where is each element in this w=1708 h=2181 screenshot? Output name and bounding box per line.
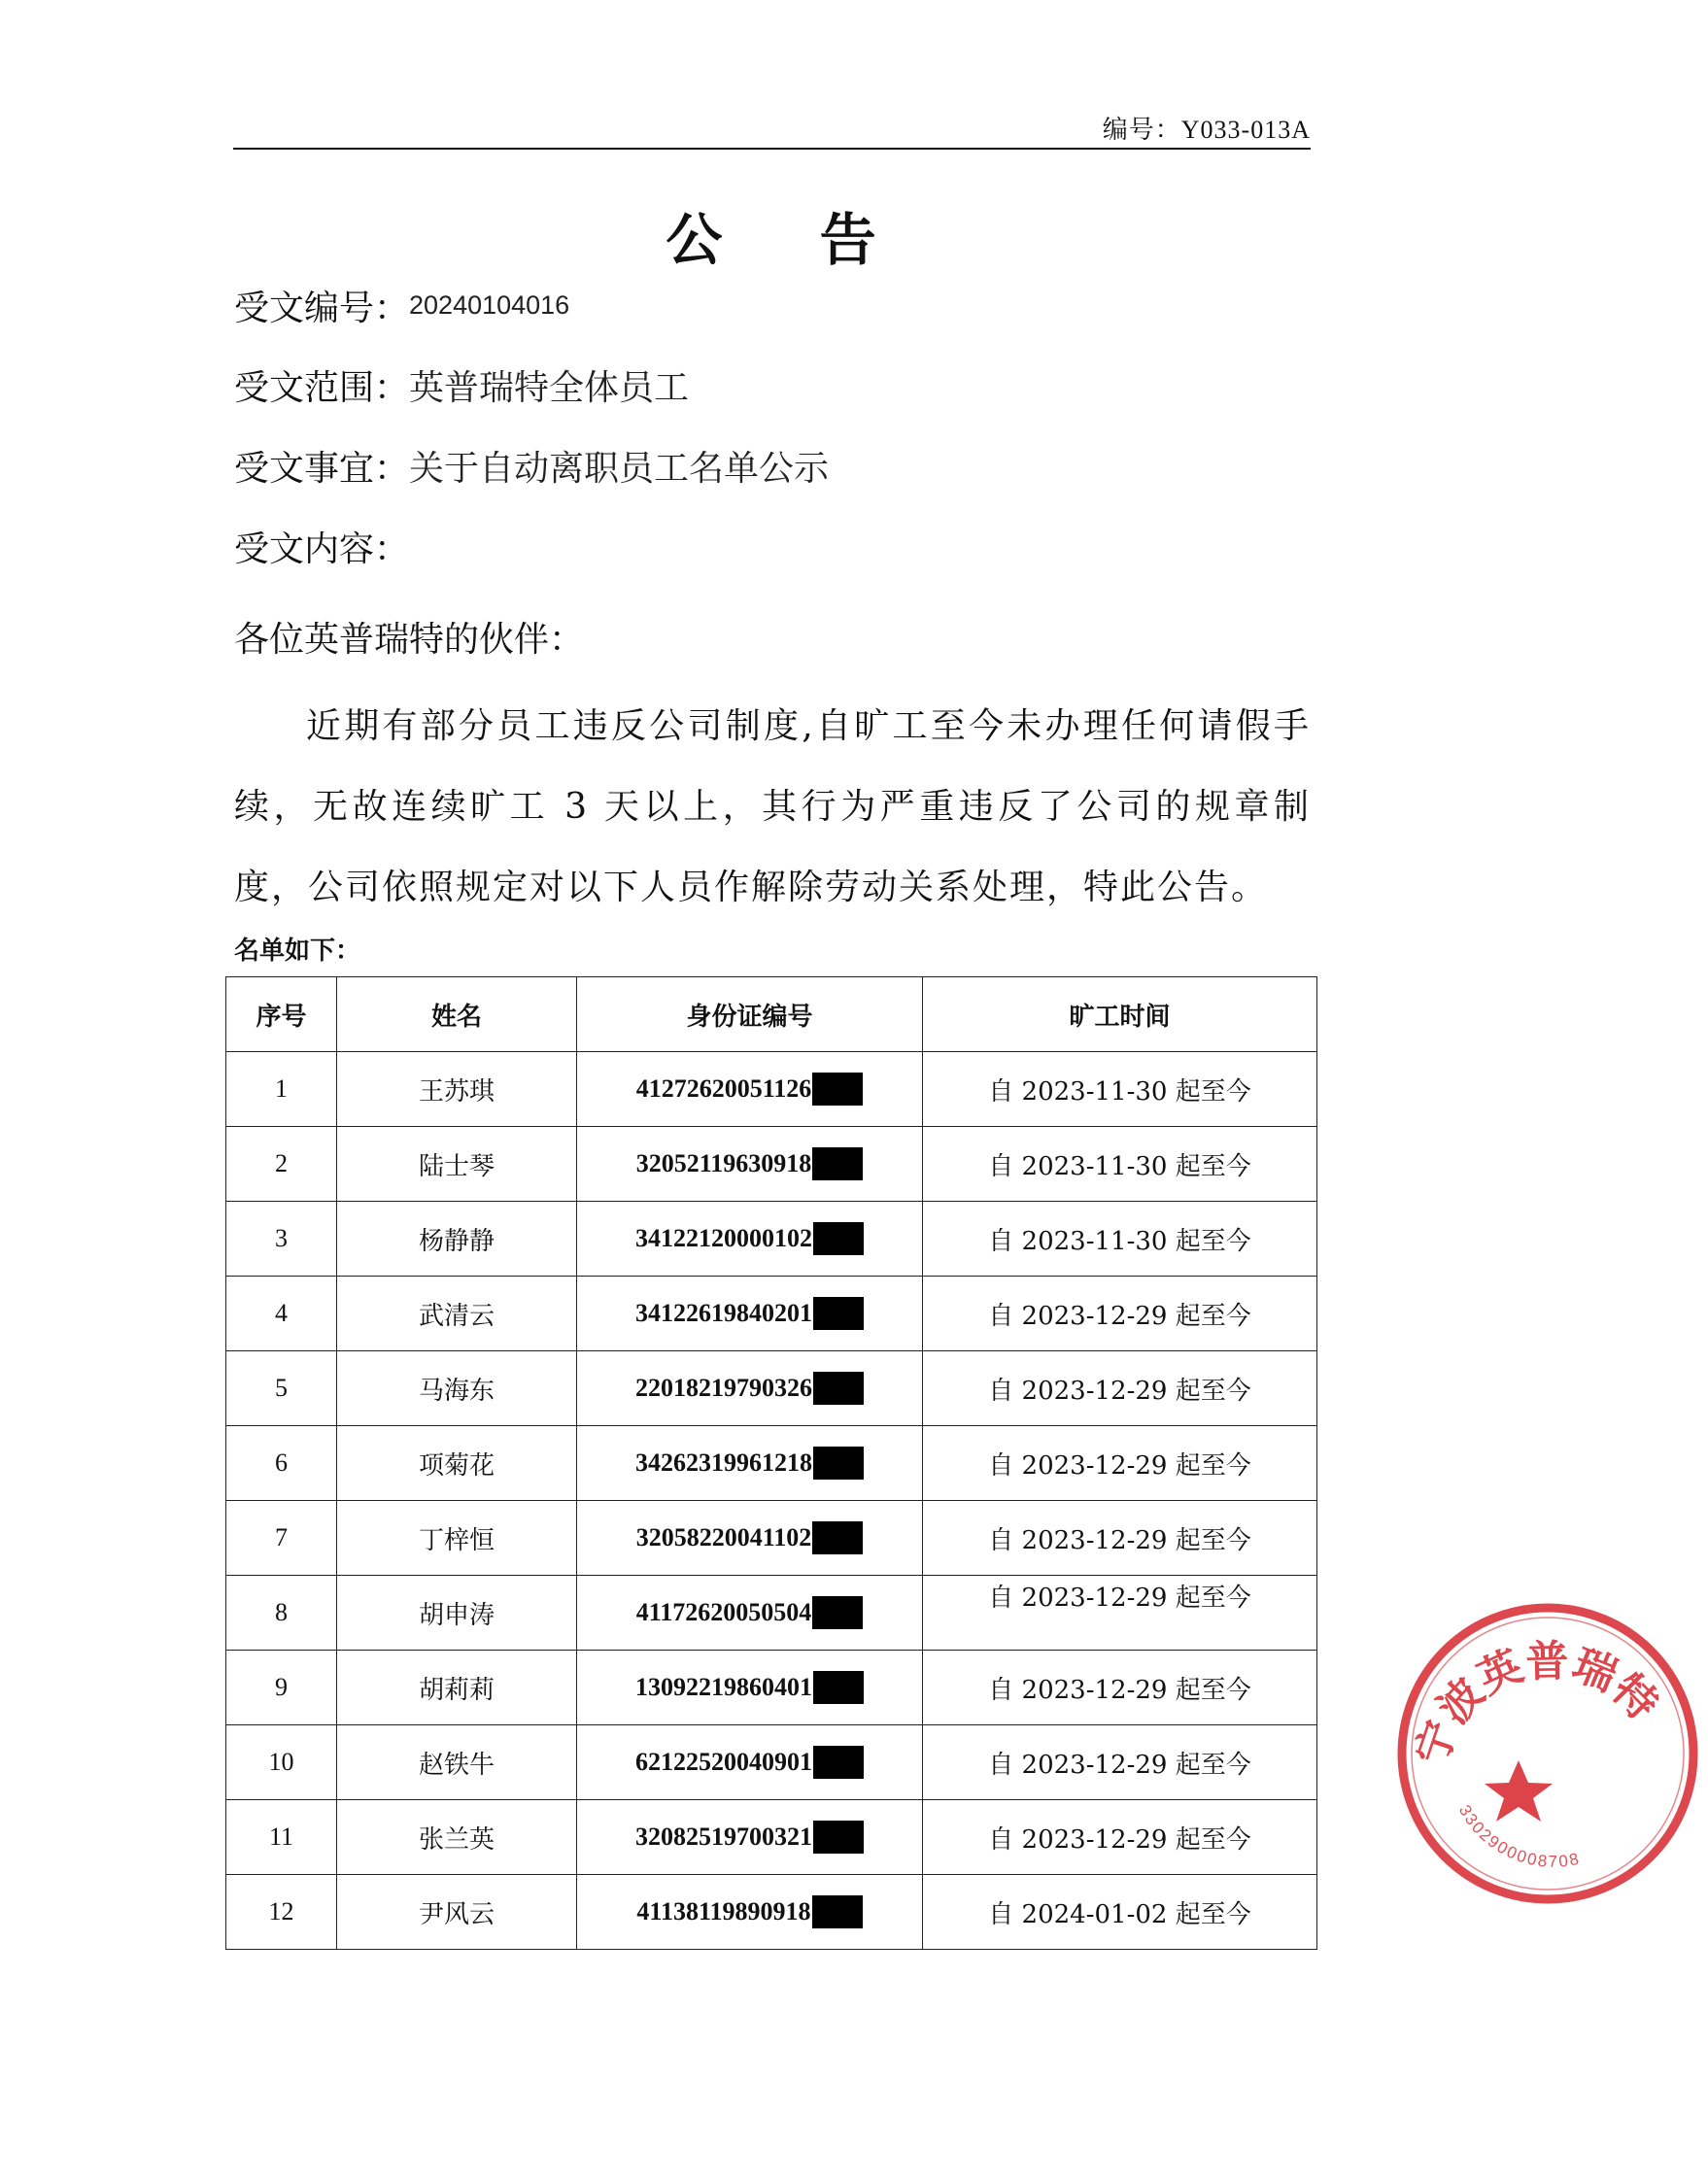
id-number-cell bbox=[577, 1651, 923, 1725]
employee-name: 马海东 bbox=[337, 1351, 577, 1426]
id-number: 34122619840201 bbox=[635, 1299, 812, 1327]
header-id: 身份证编号 bbox=[577, 977, 923, 1052]
absence-period-text: 自 2024-01-02 起至今 bbox=[988, 1899, 1251, 1929]
scope-field bbox=[234, 368, 690, 408]
redaction-block bbox=[813, 1746, 864, 1779]
employee-name: 丁梓恒 bbox=[337, 1501, 577, 1576]
id-number-cell bbox=[577, 1127, 923, 1202]
absence-period-text: 自 2023-12-29 起至今 bbox=[988, 1675, 1251, 1705]
absence-period bbox=[923, 1875, 1317, 1950]
table-row bbox=[226, 1651, 1317, 1725]
absence-period bbox=[923, 1800, 1317, 1875]
id-number: 41272620051126 bbox=[635, 1074, 812, 1103]
redaction-block bbox=[813, 1222, 864, 1255]
absence-period bbox=[923, 1501, 1317, 1576]
absence-period-text: 自 2023-12-29 起至今 bbox=[988, 1750, 1251, 1780]
absence-period bbox=[923, 1277, 1317, 1351]
matter-value: 关于自动离职员工名单公示 bbox=[409, 449, 830, 489]
scope-value: 英普瑞特全体员工 bbox=[409, 368, 690, 408]
employee-name: 陆士琴 bbox=[337, 1127, 577, 1202]
matter-field bbox=[234, 449, 830, 489]
id-number: 32082519700321 bbox=[635, 1823, 812, 1851]
absence-period bbox=[923, 1202, 1317, 1277]
employee-name: 胡莉莉 bbox=[337, 1651, 577, 1725]
absence-period bbox=[923, 1351, 1317, 1426]
greeting: 各位英普瑞特的伙伴： bbox=[234, 620, 585, 660]
id-number-cell bbox=[577, 1052, 923, 1127]
id-number-cell bbox=[577, 1875, 923, 1950]
content-field bbox=[234, 529, 410, 569]
id-number-cell bbox=[577, 1576, 923, 1651]
redaction-block bbox=[813, 1821, 864, 1854]
redaction-block bbox=[812, 1521, 863, 1554]
table-row bbox=[226, 1426, 1317, 1501]
absence-period bbox=[923, 1127, 1317, 1202]
absence-period-text: 自 2023-11-30 起至今 bbox=[988, 1151, 1251, 1181]
row-number: 10 bbox=[226, 1725, 337, 1800]
receipt-number-label: 受文编号： bbox=[234, 289, 410, 328]
row-number: 6 bbox=[226, 1426, 337, 1501]
table-header-row bbox=[226, 977, 1317, 1052]
id-number: 32058220041102 bbox=[635, 1523, 812, 1551]
id-number-cell bbox=[577, 1725, 923, 1800]
id-number: 41172620050504 bbox=[635, 1598, 812, 1626]
redaction-block bbox=[813, 1447, 864, 1480]
row-number: 4 bbox=[226, 1277, 337, 1351]
seal-text: 宁波英普瑞特 bbox=[1406, 1636, 1668, 1771]
svg-text:宁波英普瑞特 bbox=[1407, 1637, 1667, 1771]
row-number: 5 bbox=[226, 1351, 337, 1426]
id-number-cell bbox=[577, 1800, 923, 1875]
id-number-cell bbox=[577, 1202, 923, 1277]
employee-name: 项菊花 bbox=[337, 1426, 577, 1501]
employee-name: 赵铁牛 bbox=[337, 1725, 577, 1800]
id-number-cell bbox=[577, 1277, 923, 1351]
document-number: 编号：Y033-013A bbox=[1102, 116, 1311, 144]
row-number: 3 bbox=[226, 1202, 337, 1277]
table-row bbox=[226, 1202, 1317, 1277]
seal-star-icon bbox=[1485, 1760, 1553, 1822]
id-number: 32052119630918 bbox=[635, 1149, 812, 1177]
absence-period-text: 自 2023-12-29 起至今 bbox=[988, 1583, 1251, 1613]
table-row bbox=[226, 1875, 1317, 1950]
employee-name: 杨静静 bbox=[337, 1202, 577, 1277]
absence-period-text: 自 2023-12-29 起至今 bbox=[988, 1376, 1251, 1406]
employee-name: 胡申涛 bbox=[337, 1576, 577, 1651]
absence-period-text: 自 2023-12-29 起至今 bbox=[988, 1525, 1251, 1555]
row-number: 8 bbox=[226, 1576, 337, 1651]
absence-period-text: 自 2023-11-30 起至今 bbox=[988, 1226, 1251, 1256]
staff-table bbox=[225, 976, 1317, 1950]
redaction-block bbox=[813, 1297, 864, 1330]
row-number: 12 bbox=[226, 1875, 337, 1950]
id-number-cell bbox=[577, 1426, 923, 1501]
id-number-cell bbox=[577, 1501, 923, 1576]
id-number: 62122520040901 bbox=[635, 1748, 812, 1776]
absence-period-text: 自 2023-11-30 起至今 bbox=[988, 1076, 1251, 1107]
receipt-number-field bbox=[234, 291, 569, 326]
table-row bbox=[226, 1052, 1317, 1127]
id-number-cell bbox=[577, 1351, 923, 1426]
redaction-block bbox=[812, 1596, 863, 1629]
table-row bbox=[226, 1501, 1317, 1576]
redaction-block bbox=[812, 1147, 863, 1180]
employee-name: 王苏琪 bbox=[337, 1052, 577, 1127]
table-row bbox=[226, 1800, 1317, 1875]
matter-label: 受文事宜： bbox=[234, 449, 410, 489]
employee-name: 尹风云 bbox=[337, 1875, 577, 1950]
absence-period bbox=[923, 1576, 1317, 1651]
header-no: 序号 bbox=[226, 977, 337, 1052]
receipt-number-value: 20240104016 bbox=[409, 290, 570, 320]
id-number: 34122120000102 bbox=[635, 1224, 812, 1252]
absence-period bbox=[923, 1426, 1317, 1501]
redaction-block bbox=[813, 1372, 864, 1405]
company-seal bbox=[1387, 1593, 1708, 1914]
absence-period bbox=[923, 1725, 1317, 1800]
svg-text:3302900008708 bbox=[1455, 1802, 1583, 1871]
table-row bbox=[226, 1725, 1317, 1800]
redaction-block bbox=[812, 1895, 863, 1928]
table-row bbox=[226, 1576, 1317, 1651]
employee-name: 张兰英 bbox=[337, 1800, 577, 1875]
absence-period-text: 自 2023-12-29 起至今 bbox=[988, 1301, 1251, 1331]
id-number: 13092219860401 bbox=[635, 1673, 812, 1701]
absence-period-text: 自 2023-12-29 起至今 bbox=[988, 1824, 1251, 1855]
employee-name: 武清云 bbox=[337, 1277, 577, 1351]
row-number: 7 bbox=[226, 1501, 337, 1576]
header-rule bbox=[233, 148, 1311, 150]
header-name: 姓名 bbox=[337, 977, 577, 1052]
absence-period bbox=[923, 1651, 1317, 1725]
row-number: 1 bbox=[226, 1052, 337, 1127]
table-row bbox=[226, 1277, 1317, 1351]
header-period: 旷工时间 bbox=[923, 977, 1317, 1052]
absence-period-text: 自 2023-12-29 起至今 bbox=[988, 1450, 1251, 1481]
announcement-body: 近期有部分员工违反公司制度,自旷工至今未办理任何请假手续，无故连续旷工 3 天以上，其行为严重违反了公司的规章制度，公司依照规定对以下人员作解除劳动关系处理，特此公告。 bbox=[234, 706, 1311, 907]
redaction-block bbox=[812, 1073, 863, 1106]
page-title: 公 告 bbox=[666, 207, 915, 273]
row-number: 2 bbox=[226, 1127, 337, 1202]
id-number: 41138119890918 bbox=[636, 1897, 811, 1925]
table-row bbox=[226, 1351, 1317, 1426]
table-row bbox=[226, 1127, 1317, 1202]
id-number: 22018219790326 bbox=[635, 1374, 812, 1402]
list-label: 名单如下： bbox=[234, 937, 361, 966]
absence-period bbox=[923, 1052, 1317, 1127]
content-label: 受文内容： bbox=[234, 529, 410, 569]
scope-label: 受文范围： bbox=[234, 368, 410, 408]
row-number: 9 bbox=[226, 1651, 337, 1725]
seal-code: 3302900008708 bbox=[1454, 1801, 1583, 1871]
redaction-block bbox=[813, 1671, 864, 1704]
id-number: 34262319961218 bbox=[635, 1448, 812, 1477]
row-number: 11 bbox=[226, 1800, 337, 1875]
